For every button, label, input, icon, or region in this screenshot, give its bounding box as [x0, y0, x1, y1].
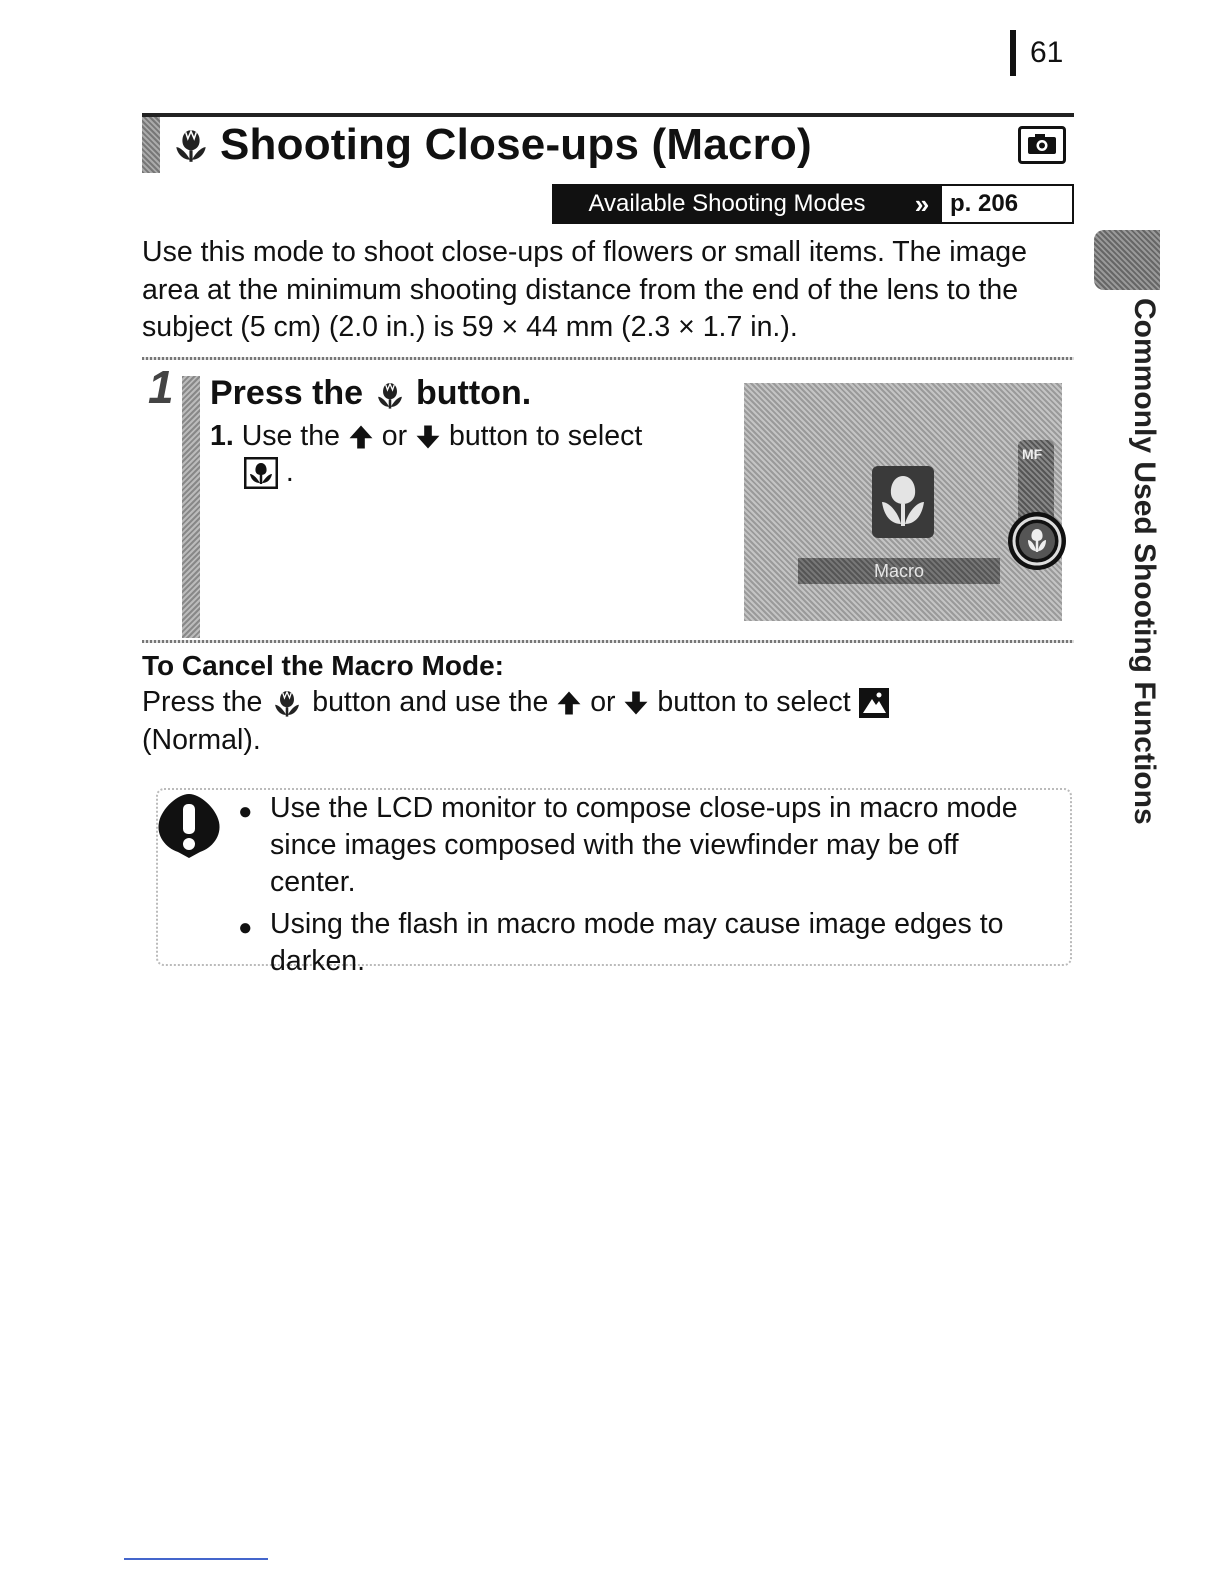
macro-mode-icon — [244, 457, 278, 489]
step-item-text-1: Use the — [241, 420, 340, 452]
caution-item-1-line-3: center. — [270, 866, 356, 898]
camera-mode-icon — [1018, 126, 1066, 164]
step-side-bar — [182, 376, 200, 638]
selected-macro-icon — [1006, 510, 1068, 572]
macro-flower-icon — [872, 466, 934, 538]
page-number-bar — [1010, 30, 1016, 76]
step-item-text-2: or — [381, 420, 408, 452]
normal-mode-icon — [859, 688, 889, 718]
cancel-instruction-continued: (Normal). — [142, 724, 261, 756]
available-modes-page-link[interactable]: p. 206 — [950, 190, 1019, 217]
macro-flower-icon — [270, 686, 304, 720]
down-arrow-icon — [623, 689, 649, 717]
section-tab-label: Commonly Used Shooting Functions — [1128, 298, 1161, 825]
step-heading-end: button. — [416, 374, 532, 412]
step-number: 1 — [148, 361, 174, 413]
lcd-mode-label: Macro — [873, 561, 924, 581]
lcd-manual-focus-label: MF — [1022, 446, 1043, 462]
macro-flower-icon — [373, 378, 407, 412]
caution-item-1-line-2: since images composed with the viewfinder may be off — [270, 829, 959, 861]
step-heading-start: Press the — [210, 374, 364, 412]
intro-paragraph: Use this mode to shoot close-ups of flowers or small items. The image area at the minimum shooting distance from the end of the lens to the subject (5 cm) (2.0 in.) is 59 × 44 mm (2.3 × 1.7 in.). — [142, 236, 1027, 343]
macro-flower-icon — [170, 124, 212, 166]
caution-item-2-line-1: Using the flash in macro mode may cause image edges to — [270, 908, 1004, 940]
page-number: 61 — [1030, 36, 1064, 69]
cancel-text-3: or — [590, 686, 616, 718]
up-arrow-icon — [556, 689, 582, 717]
step-item-end: . — [285, 456, 294, 488]
step-bottom-rule — [142, 640, 1074, 643]
up-arrow-icon — [348, 423, 374, 451]
step-item-text-3: button to select — [448, 420, 643, 452]
title-marker — [142, 117, 160, 173]
available-modes-label: Available Shooting Modes — [552, 184, 902, 224]
cancel-text-4: button to select — [657, 686, 851, 718]
cancel-instruction — [142, 686, 889, 720]
step-top-rule — [142, 357, 1074, 360]
footer-rule — [124, 1558, 268, 1560]
title-rule — [142, 113, 1074, 117]
step-item-number: 1. — [210, 420, 234, 452]
cancel-text-1: Press the — [142, 686, 263, 718]
page-title: Shooting Close-ups (Macro) — [220, 120, 812, 169]
caution-item-1-line-1: Use the LCD monitor to compose close-ups in macro mode — [270, 792, 1018, 824]
step-instruction-continued — [244, 456, 294, 489]
caution-icon — [156, 792, 222, 860]
step-instruction — [210, 420, 642, 453]
cancel-text-2: button and use the — [312, 686, 549, 718]
bullet-icon: ● — [238, 798, 253, 825]
double-chevron-icon: » — [902, 184, 942, 224]
section-tab-marker — [1094, 230, 1160, 290]
down-arrow-icon — [415, 423, 441, 451]
caution-item-2-line-2: darken. — [270, 945, 366, 977]
cancel-heading: To Cancel the Macro Mode: — [142, 650, 504, 681]
bullet-icon: ● — [238, 914, 253, 941]
step-heading — [210, 374, 531, 413]
